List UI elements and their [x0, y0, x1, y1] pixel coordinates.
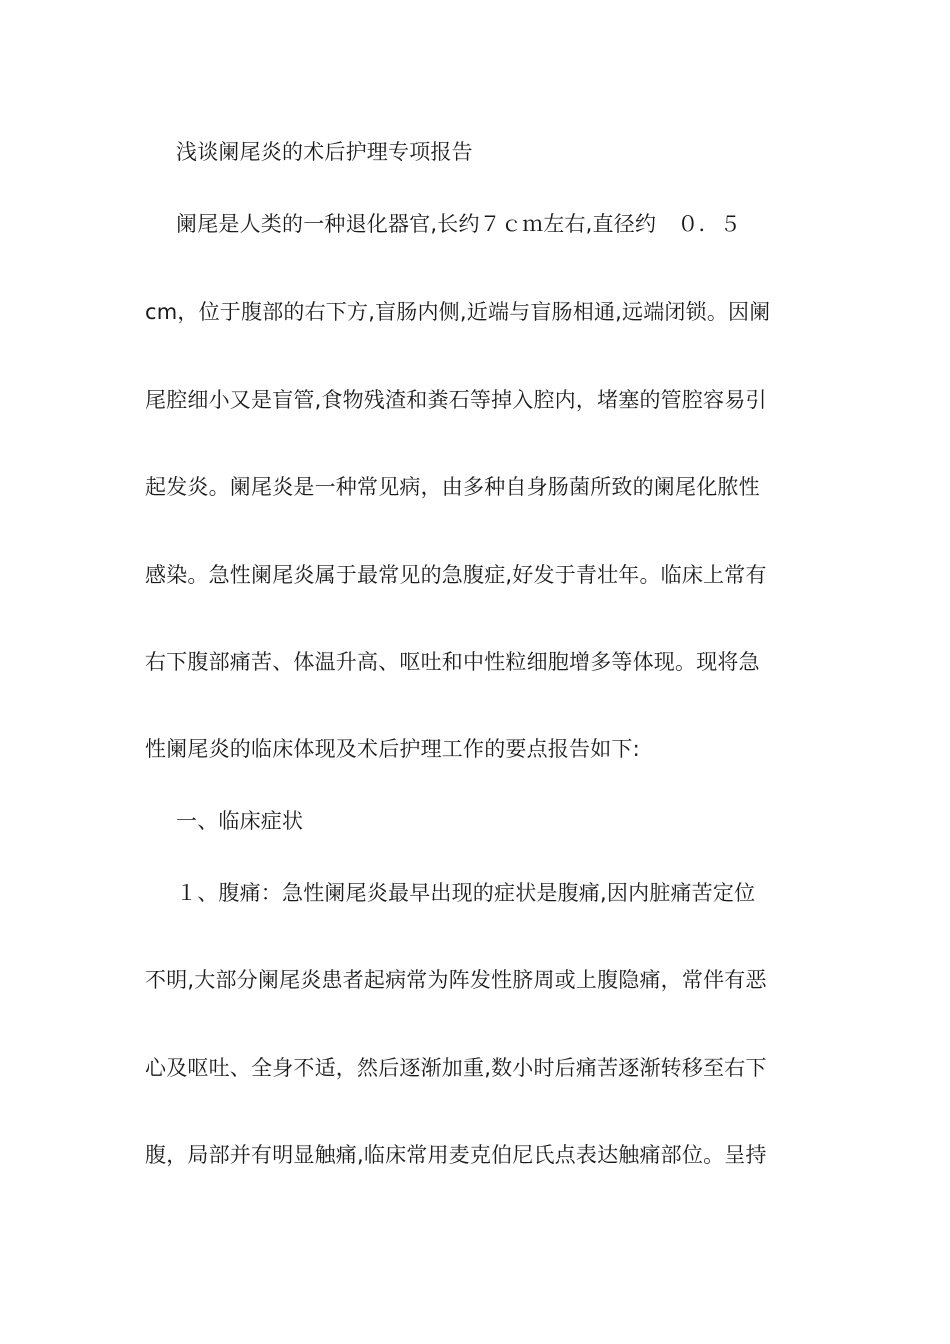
paragraph-line: 阑尾是人类的一种退化器官,长约７ｃｍ左右,直径约 ０．５: [176, 212, 741, 236]
paragraph-line: 尾腔细小又是盲管,食物残渣和粪石等掉入腔内，堵塞的管腔容易引: [145, 388, 767, 412]
section-heading: 一、临床症状: [176, 809, 304, 833]
document-title: 浅谈阑尾炎的术后护理专项报告: [176, 140, 473, 164]
paragraph-line: 性阑尾炎的临床体现及术后护理工作的要点报告如下:: [145, 737, 640, 761]
list-item-line: 心及呕吐、全身不适，然后逐渐加重,数小时后痛苦逐渐转移至右下: [145, 1056, 767, 1080]
paragraph-line: 右下腹部痛苦、体温升高、呕吐和中性粒细胞增多等体现。现将急: [145, 650, 760, 674]
paragraph-line: 感染。急性阑尾炎属于最常见的急腹症,好发于青壮年。临床上常有: [145, 563, 767, 587]
paragraph-line: 起发炎。阑尾炎是一种常见病，由多种自身肠菌所致的阑尾化脓性: [145, 475, 760, 499]
paragraph-line: cm，位于腹部的右下方,盲肠内侧,近端与盲肠相通,远端闭锁。因阑: [145, 300, 771, 324]
list-item-line: １、腹痛：急性阑尾炎最早出现的症状是腹痛,因内脏痛苦定位: [176, 881, 756, 905]
list-item-line: 腹，局部并有明显触痛,临床常用麦克伯尼氏点表达触痛部位。呈持: [145, 1143, 767, 1167]
list-item-line: 不明,大部分阑尾炎患者起病常为阵发性脐周或上腹隐痛，常伴有恶: [145, 968, 767, 992]
